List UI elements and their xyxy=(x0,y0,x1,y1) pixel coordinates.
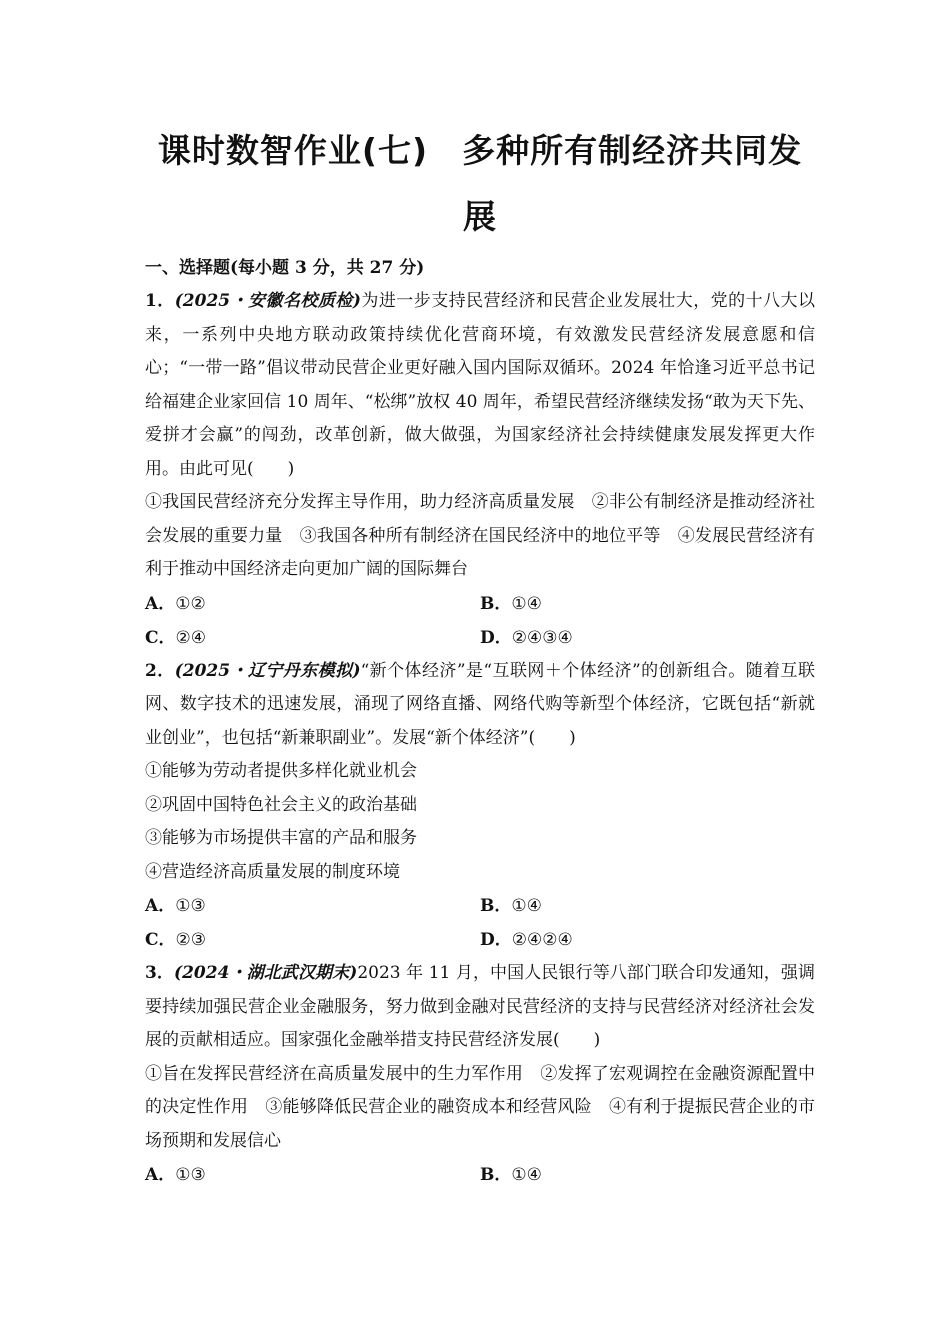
option-text: ②④ xyxy=(175,627,207,648)
option-row xyxy=(145,923,815,957)
question-statements: ①旨在发挥民营经济在高质量发展中的生力军作用 ②发挥了宏观调控在金融资源配置中的决定性作用 ③能够降低民营企业的融资成本和经营风险 ④有利于提振民营企业的市场预期和发展信心 xyxy=(145,1063,815,1151)
question-number: 3． xyxy=(145,963,175,983)
option-row xyxy=(145,587,815,621)
title-line-2: 展 xyxy=(463,197,497,236)
document-page xyxy=(145,118,815,1192)
statement-line: ③能够为市场提供丰富的产品和服务 xyxy=(145,828,417,848)
option-text: ②④③④ xyxy=(511,627,573,648)
statement-line: ②巩固中国特色社会主义的政治基础 xyxy=(145,794,417,815)
question-text: 为进一步支持民营经济和民营企业发展壮大，党的十八大以来，一系列中央地方联动政策持续优化营商环境，有效激发民营经济发展意愿和信心；“一带一路”倡议带动民营企业更好融入国内国际双循环。2024 年恰逢习近平总书记给福建企业家回信 10 周年、“松绑”放权 40 周年，希望民营经济继续发扬“敢为天下先、爱拼才会赢”的闯劲，改革创新，做大做强，为国家经济社会持续健康发展发挥更大作用。由此可见( ) xyxy=(145,291,815,479)
question-text: 2023 年 11 月，中国人民银行等八部门联合印发通知，强调要持续加强民营企业金融服务，努力做到金融对民营经济的支持与民营经济对经济社会发展的贡献相适应。国家强化金融举措支持民营经济发展( ) xyxy=(145,963,815,1050)
option-letter: B． xyxy=(480,1165,512,1185)
title-line-1: 课时数智作业(七) 多种所有制经济共同发 xyxy=(157,131,803,170)
option-b[interactable] xyxy=(480,889,815,923)
question-stem xyxy=(145,655,815,756)
question-text: “新个体经济”是“互联网＋个体经济”的创新组合。随着互联网、数字技术的迅速发展，涌现了网络直播、网络代购等新型个体经济，它既包括“新就业创业”，也包括“新兼职副业”。发展“新个体经济”( ) xyxy=(145,660,815,748)
question-number: 1． xyxy=(145,291,175,311)
question-1 xyxy=(145,285,815,655)
option-a[interactable] xyxy=(145,587,480,621)
option-text: ①④ xyxy=(511,593,542,614)
question-statements: ①我国民营经济充分发挥主导作用，助力经济高质量发展 ②非公有制经济是推动经济社会发展的重要力量 ③我国各种所有制经济在国民经济中的地位平等 ④发展民营经济有利于推动中国经济走向更加广阔的国际舞台 xyxy=(145,492,815,579)
option-c[interactable] xyxy=(145,621,480,655)
question-source: (2024・湖北武汉期末) xyxy=(174,963,358,983)
option-text: ②④②④ xyxy=(511,930,573,950)
option-text: ①④ xyxy=(511,1165,542,1185)
question-stem xyxy=(145,957,815,1058)
option-b[interactable] xyxy=(480,587,815,621)
option-d[interactable] xyxy=(480,621,815,655)
option-c[interactable] xyxy=(145,923,480,957)
option-text: ①④ xyxy=(511,896,542,916)
question-source: (2025・安徽名校质检) xyxy=(174,291,361,311)
question-number: 2． xyxy=(145,660,175,681)
option-letter: D． xyxy=(480,930,512,950)
option-a[interactable] xyxy=(145,1158,480,1192)
option-letter: B． xyxy=(480,593,512,614)
option-letter: A． xyxy=(145,593,176,614)
option-letter: A． xyxy=(145,896,176,916)
option-text: ②③ xyxy=(175,930,207,950)
statement-line: ①能够为劳动者提供多样化就业机会 xyxy=(145,761,417,781)
option-text: ①③ xyxy=(175,1165,206,1185)
question-3 xyxy=(145,957,815,1192)
section-heading: 一、选择题(每小题 3 分，共 27 分) xyxy=(145,258,425,278)
option-row xyxy=(145,889,815,923)
option-a[interactable] xyxy=(145,889,480,923)
option-row xyxy=(145,1158,815,1192)
option-letter: C． xyxy=(145,627,176,648)
question-source: (2025・辽宁丹东模拟) xyxy=(174,660,361,681)
option-text: ①② xyxy=(175,593,206,614)
option-d[interactable] xyxy=(480,923,815,957)
option-row xyxy=(145,621,815,655)
option-text: ①③ xyxy=(175,896,206,916)
question-2 xyxy=(145,655,815,958)
statement-line: ④营造经济高质量发展的制度环境 xyxy=(145,861,400,882)
option-letter: D． xyxy=(480,627,512,648)
question-stem xyxy=(145,285,815,486)
option-letter: A． xyxy=(145,1165,176,1185)
option-letter: B． xyxy=(480,896,512,916)
page-title xyxy=(145,118,815,250)
option-letter: C． xyxy=(145,930,176,950)
option-b[interactable] xyxy=(480,1158,815,1192)
